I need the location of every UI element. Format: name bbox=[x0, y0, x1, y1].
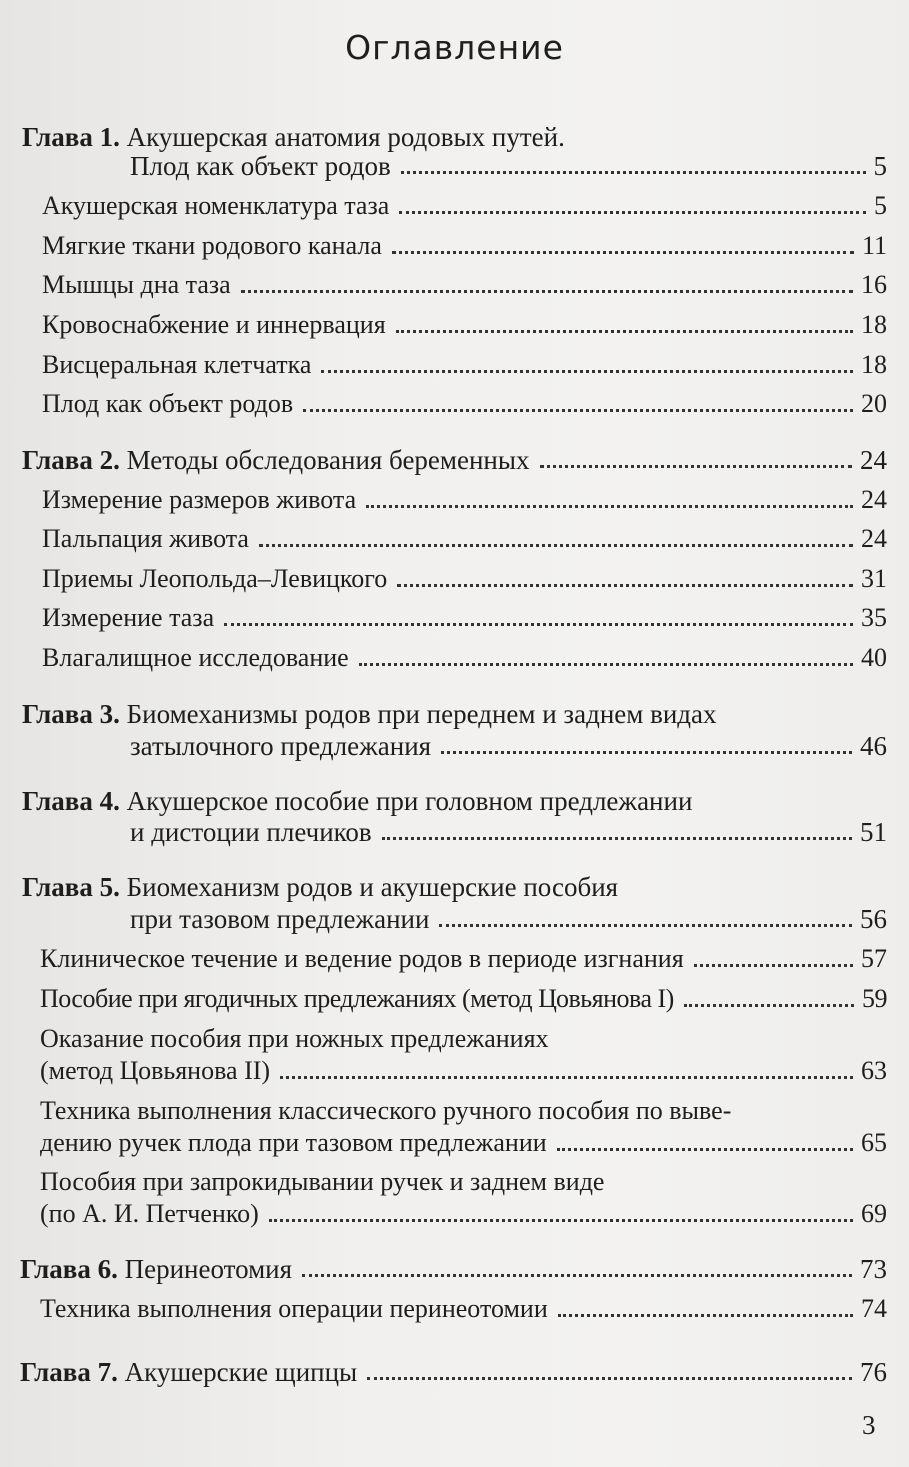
section-2-3[interactable] bbox=[42, 562, 887, 596]
section-title: Пальпация живота bbox=[42, 524, 249, 553]
chapter-4-title-line1: Акушерское пособие при головном предлежании bbox=[126, 786, 693, 816]
chapter-1-title-line1: Акушерская анатомия родовых путей. bbox=[126, 122, 565, 152]
dot-leader bbox=[441, 751, 852, 754]
section-title: Пособие при ягодичных предлежаниях (метод Цовьянова I) bbox=[40, 984, 674, 1013]
section-page: 11 bbox=[861, 231, 887, 260]
dot-leader bbox=[397, 584, 853, 587]
dot-leader bbox=[302, 1274, 852, 1277]
chapter-1-entry[interactable] bbox=[130, 149, 887, 183]
section-page: 24 bbox=[861, 524, 887, 553]
section-title: Техника выполнения операции перинеотомии bbox=[40, 1294, 548, 1323]
section-title: (метод Цовьянова II) bbox=[40, 1056, 271, 1085]
section-title: Влагалищное исследование bbox=[42, 643, 349, 672]
dot-leader bbox=[684, 1004, 854, 1007]
dot-leader bbox=[401, 171, 866, 174]
dot-leader bbox=[392, 251, 854, 254]
toc-heading: Оглавление bbox=[345, 28, 564, 67]
page-number: 3 bbox=[862, 1410, 876, 1440]
chapter-1-page: 5 bbox=[873, 151, 887, 181]
section-1-2[interactable] bbox=[42, 229, 887, 263]
chapter-6-entry[interactable] bbox=[20, 1252, 887, 1286]
section-5-3-line1: Оказание пособия при ножных предлежаниях bbox=[40, 1024, 549, 1053]
chapter-6-page: 73 bbox=[860, 1254, 887, 1284]
section-title: Кровоснабжение и иннервация bbox=[42, 310, 386, 339]
chapter-4-entry[interactable] bbox=[130, 815, 887, 849]
dot-leader bbox=[321, 370, 853, 373]
section-title: Измерение таза bbox=[42, 603, 215, 632]
chapter-5-line1 bbox=[22, 870, 618, 904]
dot-leader bbox=[382, 837, 852, 840]
chapter-5-entry[interactable] bbox=[130, 902, 887, 936]
chapter-7-title: Акушерские щипцы bbox=[124, 1357, 358, 1387]
section-page: 18 bbox=[861, 350, 887, 379]
chapter-2-entry[interactable] bbox=[22, 443, 887, 477]
chapter-5-label: Глава 5. bbox=[22, 872, 120, 902]
chapter-2-page: 24 bbox=[860, 445, 887, 475]
section-title: Висцеральная клетчатка bbox=[42, 350, 312, 379]
dot-leader bbox=[694, 964, 853, 967]
chapter-6-label: Глава 6. bbox=[20, 1254, 118, 1284]
section-1-4[interactable] bbox=[42, 308, 887, 342]
section-title: (по А. И. Петченко) bbox=[40, 1199, 259, 1228]
section-title: Мягкие ткани родового канала bbox=[42, 231, 382, 260]
section-page: 40 bbox=[861, 643, 887, 672]
chapter-4-label: Глава 4. bbox=[22, 786, 120, 816]
section-title: дению ручек плода при тазовом предлежании bbox=[40, 1128, 547, 1157]
section-page: 74 bbox=[861, 1294, 887, 1323]
section-5-5[interactable] bbox=[40, 1197, 887, 1231]
dot-leader bbox=[303, 409, 853, 412]
section-page: 35 bbox=[861, 603, 887, 632]
chapter-6-title: Перинеотомия bbox=[124, 1254, 293, 1284]
dot-leader bbox=[439, 924, 852, 927]
section-page: 24 bbox=[861, 485, 887, 514]
section-1-5[interactable] bbox=[42, 348, 887, 382]
section-5-4[interactable] bbox=[40, 1126, 887, 1160]
section-5-1[interactable] bbox=[40, 942, 887, 976]
chapter-7-entry[interactable] bbox=[20, 1355, 887, 1389]
dot-leader bbox=[259, 544, 853, 547]
dot-leader bbox=[241, 290, 853, 293]
section-page: 65 bbox=[861, 1128, 887, 1157]
chapter-7-page: 76 bbox=[860, 1357, 887, 1387]
dot-leader bbox=[366, 505, 853, 508]
dot-leader bbox=[269, 1219, 853, 1222]
section-page: 16 bbox=[861, 270, 887, 299]
chapter-4-page: 51 bbox=[860, 817, 887, 847]
dot-leader bbox=[359, 663, 853, 666]
chapter-5-title: при тазовом предлежании bbox=[130, 904, 430, 934]
section-1-3[interactable] bbox=[42, 268, 887, 302]
chapter-4-line1 bbox=[22, 784, 692, 818]
chapter-3-entry[interactable] bbox=[130, 729, 887, 763]
section-5-5-line1: Пособия при запрокидывании ручек и заднем виде bbox=[40, 1167, 605, 1196]
dot-leader bbox=[367, 1377, 852, 1380]
section-2-4[interactable] bbox=[42, 601, 887, 635]
section-2-5[interactable] bbox=[42, 641, 887, 675]
chapter-3-line1 bbox=[22, 697, 717, 731]
section-page: 18 bbox=[861, 310, 887, 339]
section-1-6[interactable] bbox=[42, 387, 887, 421]
section-page: 31 bbox=[861, 564, 887, 593]
section-title: Клиническое течение и ведение родов в периоде изгнания bbox=[40, 944, 684, 973]
chapter-2-label: Глава 2. bbox=[22, 445, 120, 475]
chapter-3-label: Глава 3. bbox=[22, 699, 120, 729]
chapter-7-label: Глава 7. bbox=[20, 1357, 118, 1387]
section-title: Измерение размеров живота bbox=[42, 485, 357, 514]
section-5-3[interactable] bbox=[40, 1054, 887, 1088]
section-5-4-line1: Техника выполнения классического ручного пособия по выве- bbox=[40, 1096, 732, 1125]
section-page: 57 bbox=[861, 944, 887, 973]
section-6-1[interactable] bbox=[40, 1292, 887, 1326]
dot-leader bbox=[224, 623, 853, 626]
chapter-5-page: 56 bbox=[860, 904, 887, 934]
section-title: Акушерская номенклатура таза bbox=[42, 191, 390, 220]
section-page: 69 bbox=[861, 1199, 887, 1228]
dot-leader bbox=[399, 211, 866, 214]
section-page: 59 bbox=[862, 984, 887, 1013]
dot-leader bbox=[280, 1076, 853, 1079]
dot-leader bbox=[557, 1148, 853, 1151]
chapter-1-label: Глава 1. bbox=[22, 122, 120, 152]
dot-leader bbox=[540, 465, 852, 468]
section-page: 63 bbox=[861, 1056, 887, 1085]
section-page: 5 bbox=[874, 191, 887, 220]
chapter-3-title-line1: Биомеханизмы родов при переднем и заднем видах bbox=[126, 699, 717, 729]
chapter-3-page: 46 bbox=[860, 731, 887, 761]
section-title: Плод как объект родов bbox=[42, 389, 294, 418]
dot-leader bbox=[558, 1314, 853, 1317]
section-1-1[interactable] bbox=[42, 189, 887, 223]
section-2-1[interactable] bbox=[42, 483, 887, 517]
chapter-4-title: и дистоции плечиков bbox=[130, 817, 372, 847]
section-page: 20 bbox=[861, 389, 887, 418]
chapter-5-title-line1: Биомеханизм родов и акушерские пособия bbox=[126, 872, 619, 902]
section-2-2[interactable] bbox=[42, 522, 887, 556]
section-5-2[interactable] bbox=[40, 982, 887, 1016]
section-title: Мышцы дна таза bbox=[42, 270, 231, 299]
chapter-3-title: затылочного предлежания bbox=[130, 731, 432, 761]
dot-leader bbox=[396, 330, 853, 333]
section-title: Приемы Леопольда–Левицкого bbox=[42, 564, 388, 593]
chapter-1-title: Плод как объект родов bbox=[130, 151, 391, 181]
chapter-2-title: Методы обследования беременных bbox=[126, 445, 530, 475]
